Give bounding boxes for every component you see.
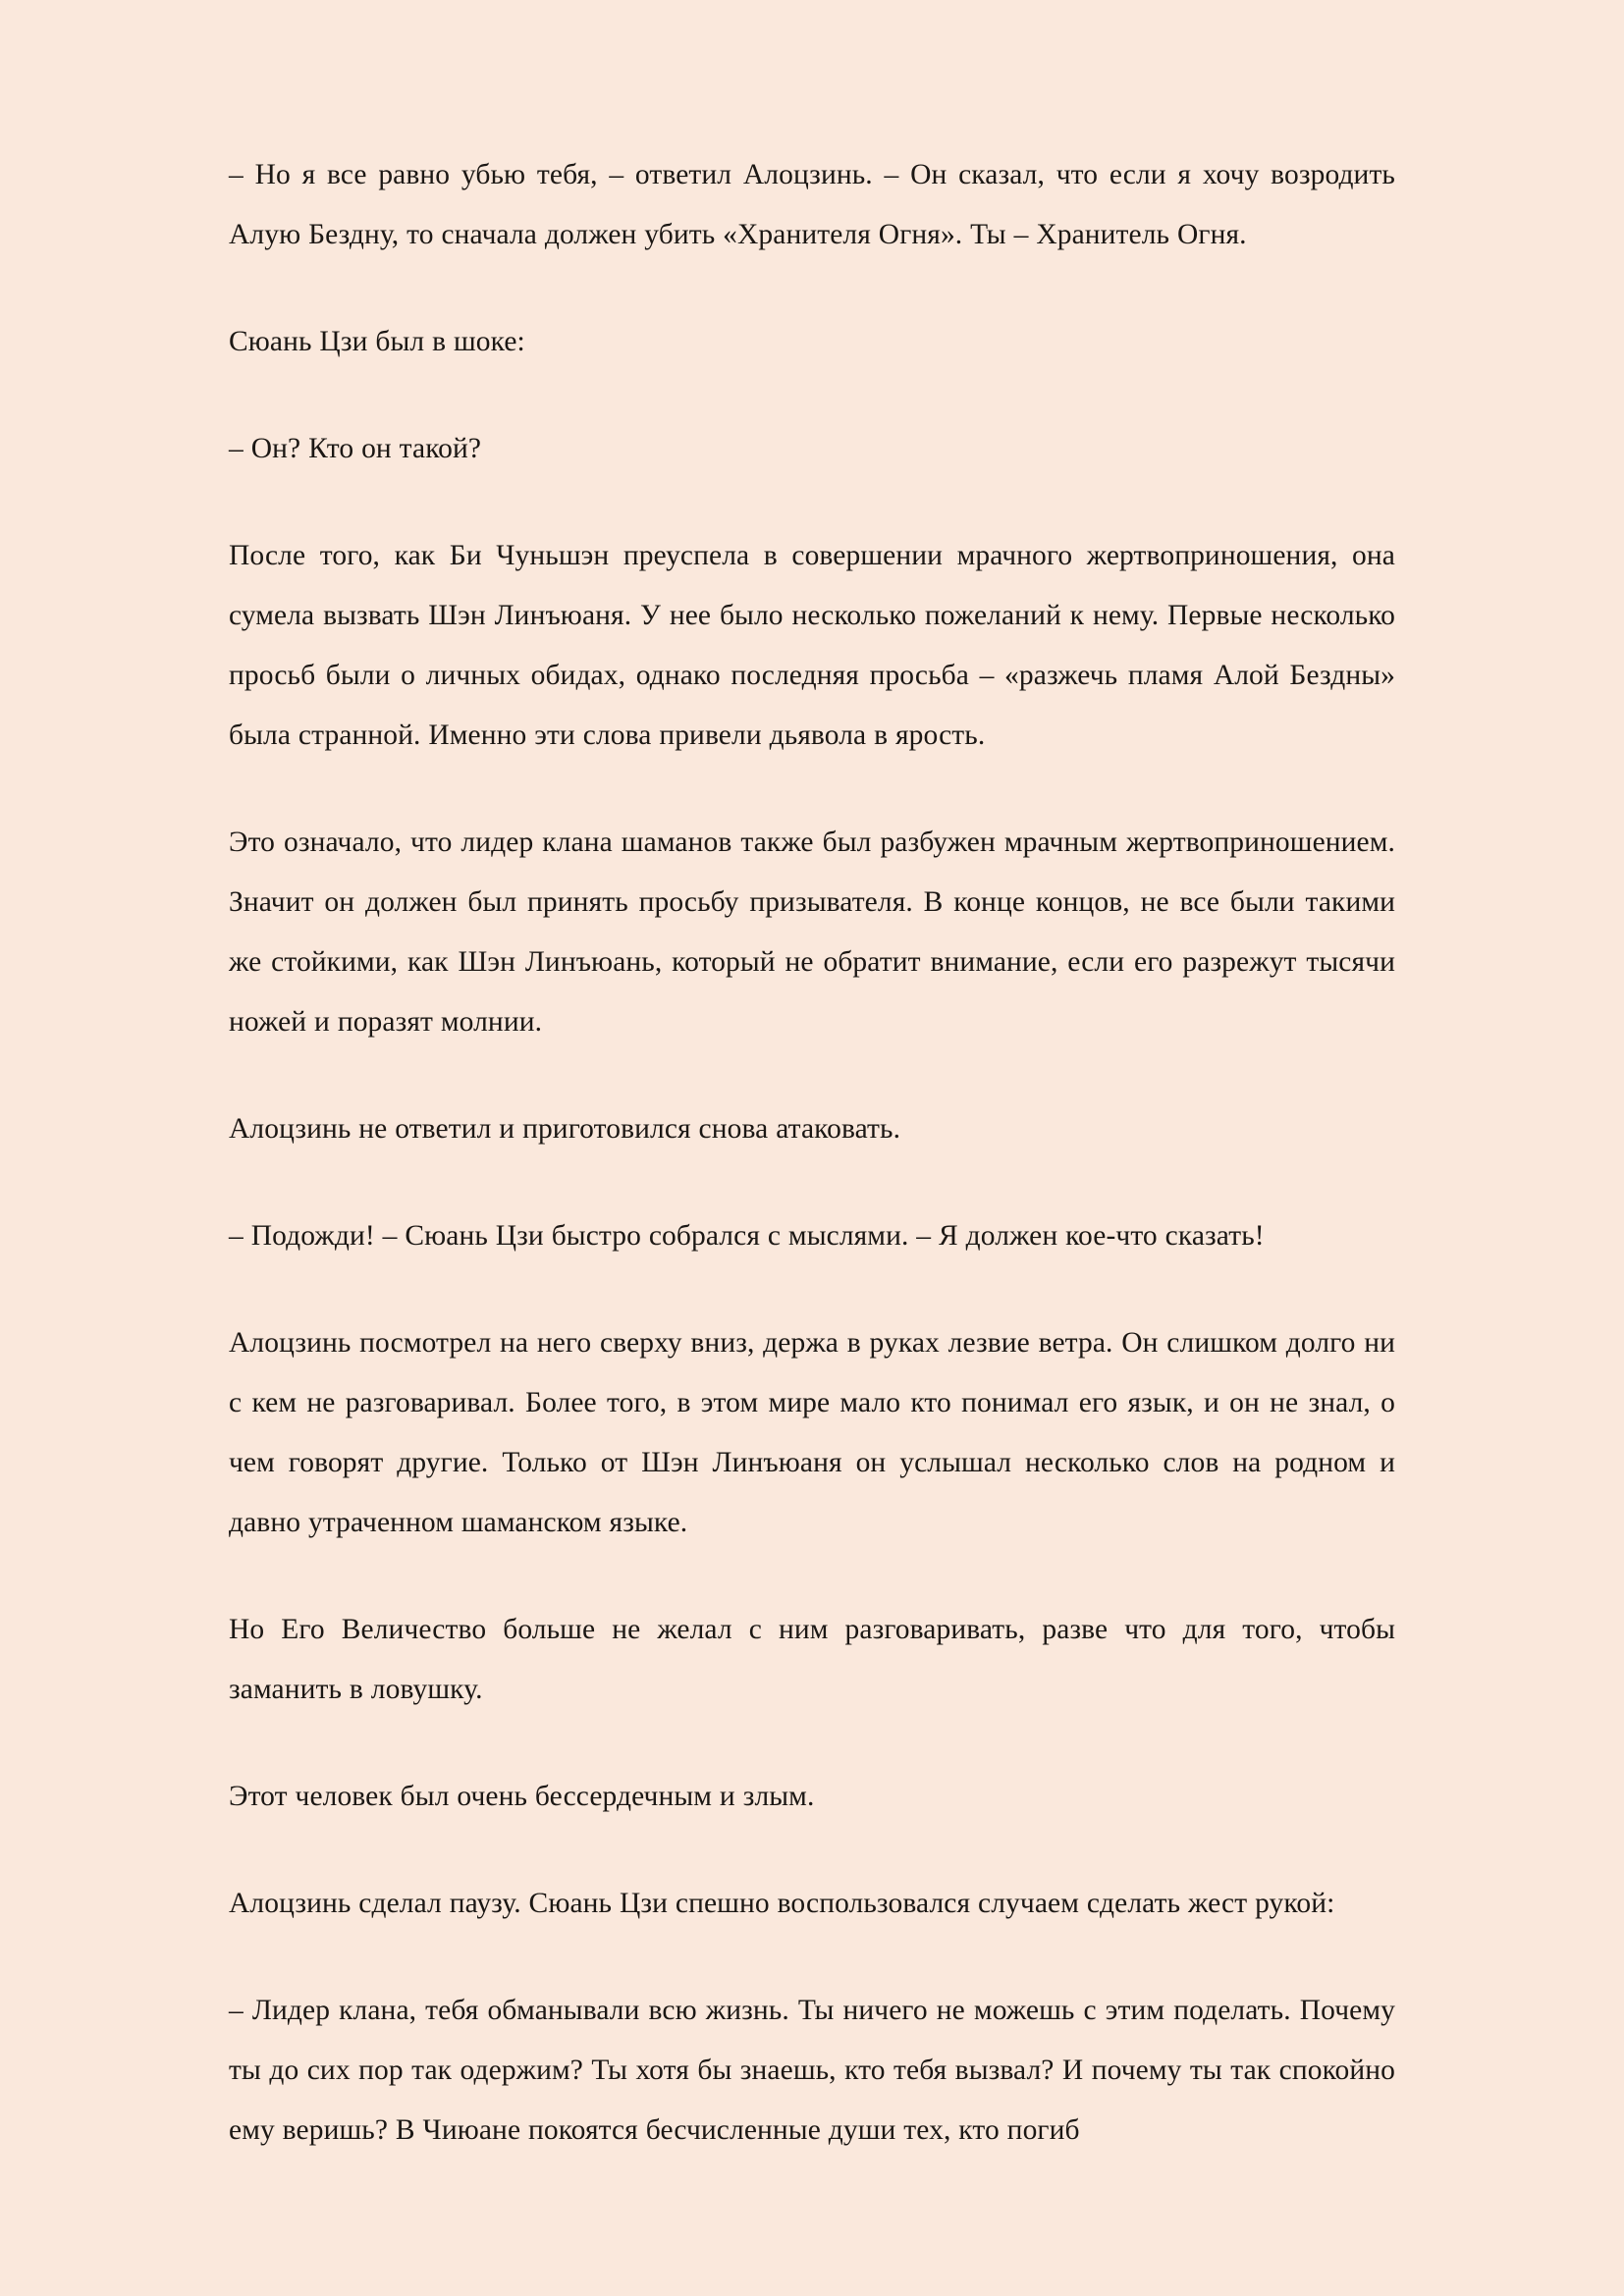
paragraph: Это означало, что лидер клана шаманов также был разбужен мрачным жертвоприношением. Значит он должен был принять просьбу призывателя. В конце концов, не все были такими же стойкими, как Шэн Линъюань, который не обратит внимание, если его разрежут тысячи ножей и поразят молнии. bbox=[229, 827, 1395, 1038]
paragraph: – Лидер клана, тебя обманывали всю жизнь. Ты ничего не можешь с этим поделать. Почему ты до сих пор так одержим? Ты хотя бы знаешь, кто тебя вызвал? И почему ты так спокойно ему веришь? В Чиюане покоятся бесчисленные души тех, кто погиб bbox=[229, 1995, 1395, 2146]
text-column bbox=[229, 145, 1395, 2161]
paragraph: Алоцзинь сделал паузу. Сюань Цзи спешно воспользовался случаем сделать жест рукой: bbox=[229, 1888, 1335, 1919]
paragraph: – Он? Кто он такой? bbox=[229, 433, 482, 464]
paragraph: Этот человек был очень бессердечным и злым. bbox=[229, 1781, 815, 1812]
paragraph: – Подожди! – Сюань Цзи быстро собрался с мыслями. – Я должен кое-что сказать! bbox=[229, 1220, 1265, 1252]
paragraph: Но Его Величество больше не желал с ним разговаривать, разве что для того, чтобы заманить в ловушку. bbox=[229, 1614, 1395, 1705]
paragraph: После того, как Би Чуньшэн преуспела в совершении мрачного жертвоприношения, она сумела вызвать Шэн Линъюаня. У нее было несколько пожеланий к нему. Первые несколько просьб были о личных обидах, однако последняя просьба – «разжечь пламя Алой Бездны» была странной. Именно эти слова привели дьявола в ярость. bbox=[229, 540, 1395, 751]
paragraph: Алоцзинь посмотрел на него сверху вниз, держа в руках лезвие ветра. Он слишком долго ни с кем не разговаривал. Более того, в этом мире мало кто понимал его язык, и он не знал, о чем говорят другие. Только от Шэн Линъюаня он услышал несколько слов на родном и давно утраченном шаманском языке. bbox=[229, 1327, 1395, 1538]
paragraph: Сюань Цзи был в шоке: bbox=[229, 326, 525, 357]
paragraph: Алоцзинь не ответил и приготовился снова атаковать. bbox=[229, 1113, 901, 1145]
paragraph: – Но я все равно убью тебя, – ответил Алоцзинь. – Он сказал, что если я хочу возродить Алую Бездну, то сначала должен убить «Хранителя Огня». Ты – Хранитель Огня. bbox=[229, 159, 1395, 250]
